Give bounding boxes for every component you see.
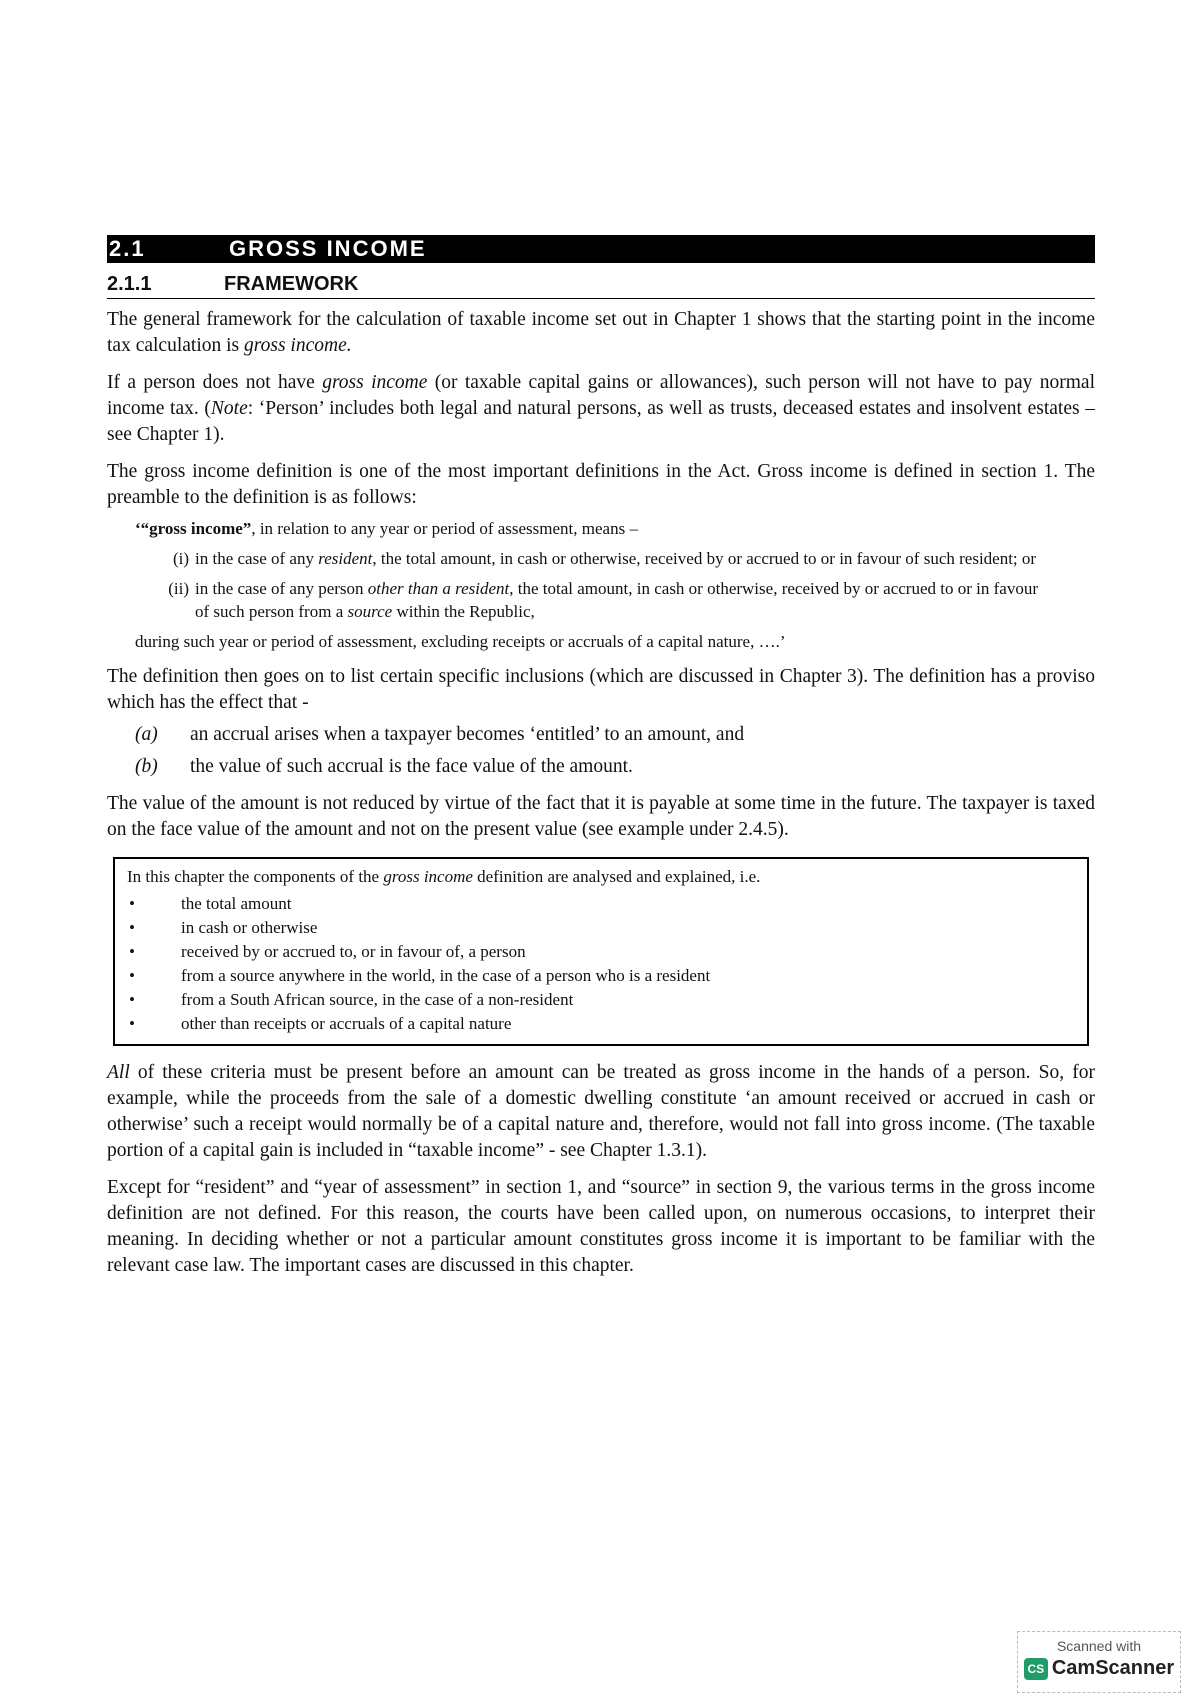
bullet-icon: •	[129, 990, 135, 1009]
section-number: 2.1	[109, 236, 146, 261]
item-label: (a)	[135, 724, 158, 745]
definition-quote	[107, 517, 1095, 653]
bullet-icon: •	[129, 1014, 135, 1033]
components-box	[113, 857, 1089, 1046]
list-item-text: the total amount	[181, 894, 292, 913]
bullet-icon: •	[129, 894, 135, 913]
list-item	[127, 1012, 1075, 1036]
item-text	[195, 577, 1095, 623]
item-label: (i)	[172, 549, 189, 568]
text-run: , the total amount, in cash or otherwise, received by or accrued to or in favour of such person from a	[195, 579, 1038, 621]
item-label: (ii)	[168, 579, 189, 598]
list-item	[127, 892, 1075, 916]
text-run: definition are analysed and explained, i.e.	[472, 867, 761, 886]
paragraph-face-value: The value of the amount is not reduced by virtue of the fact that it is payable at some time in the future. The taxpayer is taxed on the face value of the amount and not on the present value (see example under 2.4.5).	[107, 793, 1095, 840]
paragraph-proviso-intro: The definition then goes on to list certain specific inclusions (which are discussed in Chapter 3). The definition has a proviso which has the effect that -	[107, 666, 1095, 713]
bullet-icon: •	[129, 942, 135, 961]
subsection-title: FRAMEWORK	[224, 273, 359, 295]
item-text: the value of such accrual is the face value of the amount.	[190, 756, 633, 777]
proviso-item	[107, 754, 1095, 780]
italic-term: gross income	[383, 867, 473, 886]
paragraph-framework-intro	[107, 307, 1095, 359]
italic-term: Note	[210, 398, 248, 419]
components-list	[127, 892, 1075, 1036]
subsection-number: 2.1.1	[107, 273, 152, 295]
text-run: If a person does not have	[107, 372, 323, 393]
text-run: In this chapter the components of the	[127, 867, 384, 886]
camscanner-watermark	[1017, 1631, 1181, 1693]
section-title: GROSS INCOME	[229, 236, 427, 261]
italic-term: All	[107, 1062, 130, 1083]
list-item-text: from a South African source, in the case of a non-resident	[181, 990, 574, 1009]
list-item	[127, 916, 1075, 940]
italic-term: gross income	[322, 372, 428, 393]
text-run: in the case of any	[195, 549, 319, 568]
italic-term: source	[347, 602, 393, 621]
bullet-icon: •	[129, 918, 135, 937]
italic-term: other than a resident	[367, 579, 510, 598]
paragraph-case-law: Except for “resident” and “year of assessment” in section 1, and “source” in section 9, the various terms in the gross income definition are not defined. For this reason, the courts have been called upon, on numerous occasions, to interpret their meaning. In deciding whether or not a particular amount constitutes gross income it is important to be familiar with the relevant case law. The important cases are discussed in this chapter.	[107, 1177, 1095, 1276]
text-run: , in relation to any year or period of assessment, means –	[251, 519, 638, 538]
bullet-icon: •	[129, 966, 135, 985]
text-run: (or taxable capital gains or allowances), such person will not have to pay normal income tax. (	[107, 372, 1095, 419]
quote-heading	[107, 517, 1095, 540]
quote-item-resident	[107, 547, 1095, 570]
text-run: The general framework for the calculation of taxable income set out in Chapter 1 shows that the starting point in the income tax calculation is	[107, 309, 1095, 356]
text-run: : ‘Person’ includes both legal and natural persons, as well as trusts, deceased estates and insolvent estates – see Chapter 1).	[107, 398, 1095, 445]
proviso-list	[107, 722, 1095, 780]
watermark-brand: CamScanner	[1051, 1657, 1175, 1679]
text-run: within the Republic,	[392, 602, 535, 621]
quote-tail: during such year or period of assessment, excluding receipts or accruals of a capital nature, ….’	[135, 632, 786, 651]
camscanner-logo-icon: CS	[1024, 1658, 1048, 1680]
list-item	[127, 988, 1075, 1012]
section-heading	[107, 235, 1095, 263]
text-run: , the total amount, in cash or otherwise, received by or accrued to or in favour of such resident; or	[372, 549, 1037, 568]
watermark-caption: Scanned with	[1056, 1638, 1142, 1654]
list-item-text: received by or accrued to, or in favour of, a person	[181, 942, 526, 961]
text-run: of these criteria must be present before an amount can be treated as gross income in the hands of a person. So, for example, while the proceeds from the sale of a domestic dwelling constitute ‘an amount received or accrued in cash or otherwise’ such a receipt would normally be of a capital nature and, therefore, would not fall into gross income. (The taxable portion of a capital gain is included in “taxable income” - see Chapter 1.3.1).	[107, 1062, 1095, 1161]
box-intro	[127, 865, 1075, 889]
item-text: an accrual arises when a taxpayer becomes ‘entitled’ to an amount, and	[190, 724, 745, 745]
list-item	[127, 940, 1075, 964]
list-item-text: from a source anywhere in the world, in the case of a person who is a resident	[181, 966, 711, 985]
quote-term: ‘“gross income”	[135, 519, 252, 538]
list-item	[127, 964, 1075, 988]
item-text	[195, 547, 1095, 570]
italic-term: gross income.	[244, 335, 352, 356]
subsection-heading	[107, 273, 1095, 299]
watermark-brand-row	[1018, 1657, 1180, 1680]
paragraph-definition-preamble: The gross income definition is one of the most important definitions in the Act. Gross income is defined in section 1. The preamble to the definition is as follows:	[107, 461, 1095, 508]
paragraph-no-gross-income	[107, 370, 1095, 448]
proviso-item	[107, 722, 1095, 748]
list-item-text: other than receipts or accruals of a capital nature	[181, 1014, 512, 1033]
text-run: in the case of any person	[195, 579, 368, 598]
quote-item-non-resident	[107, 577, 1095, 623]
italic-term: resident	[318, 549, 373, 568]
document-page	[107, 235, 1095, 1279]
item-label: (b)	[135, 756, 158, 777]
paragraph-all-criteria	[107, 1060, 1095, 1164]
list-item-text: in cash or otherwise	[181, 918, 318, 937]
